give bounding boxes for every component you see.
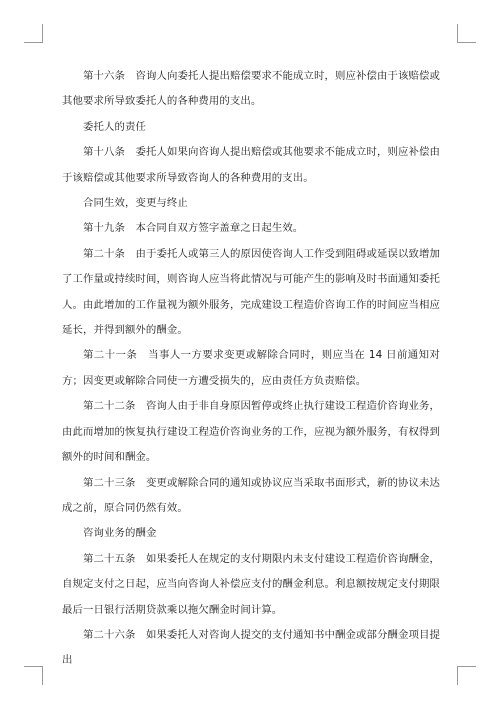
article-20: 第二十条 由于委托人或第三人的原因使咨询人工作受到阻碍或延误以致增加了工作量或持续时间，则咨询人应当将此情况与可能产生的影响及时书面通知委托人。由此增加的工作量视为额外服务，完成建设工程造价咨询工作的时间应当相应延长，并得到额外的酬金。 bbox=[62, 247, 440, 337]
section-heading-remuneration: 咨询业务的酬金 bbox=[83, 527, 157, 540]
crop-mark-top-right bbox=[457, 42, 476, 43]
article-25: 第二十五条 如果委托人在规定的支付期限内未支付建设工程造价咨询酬金，自规定支付之日起，应当向咨询人补偿应支付的酬金利息。利息额按规定支付期限最后一日银行活期贷款乘以拖欠酬金时间计算。 bbox=[62, 552, 440, 616]
crop-mark-bottom-right bbox=[457, 666, 476, 667]
crop-mark-top-left bbox=[24, 42, 43, 43]
document-body bbox=[62, 64, 440, 674]
crop-mark-bottom-right bbox=[457, 666, 458, 685]
crop-mark-bottom-left bbox=[42, 666, 43, 685]
article-23: 第二十三条 变更或解除合同的通知或协议应当采取书面形式，新的协议未达成之前，原合同仍然有效。 bbox=[62, 476, 440, 514]
article-21: 第二十一条 当事人一方要求变更或解除合同时，则应当在 14 日前通知对方；因变更或解除合同使一方遭受损失的，应由责任方负责赔偿。 bbox=[62, 349, 440, 387]
crop-mark-top-right bbox=[457, 24, 458, 43]
article-16: 第十六条 咨询人向委托人提出赔偿要求不能成立时，则应补偿由于该赔偿或其他要求所导致委托人的各种费用的支出。 bbox=[62, 70, 440, 108]
article-26: 第二十六条 如果委托人对咨询人提交的支付通知书中酬金或部分酬金项目提出 bbox=[62, 628, 440, 667]
article-18: 第十八条 委托人如果向咨询人提出赔偿或其他要求不能成立时，则应补偿由于该赔偿或其他要求所导致咨询人的各种费用的支出。 bbox=[62, 146, 440, 184]
article-22: 第二十二条 咨询人由于非自身原因暂停或终止执行建设工程造价咨询业务，由此而增加的恢复执行建设工程造价咨询业务的工作，应视为额外服务，有权得到额外的时间和酬金。 bbox=[62, 400, 440, 464]
section-heading-effect-change-termination: 合同生效，变更与终止 bbox=[83, 197, 188, 210]
crop-mark-top-left bbox=[42, 24, 43, 43]
crop-mark-bottom-left bbox=[24, 666, 43, 667]
article-19: 第十九条 本合同自双方签字盖章之日起生效。 bbox=[83, 222, 304, 235]
section-heading-client-liability: 委托人的责任 bbox=[83, 120, 146, 133]
